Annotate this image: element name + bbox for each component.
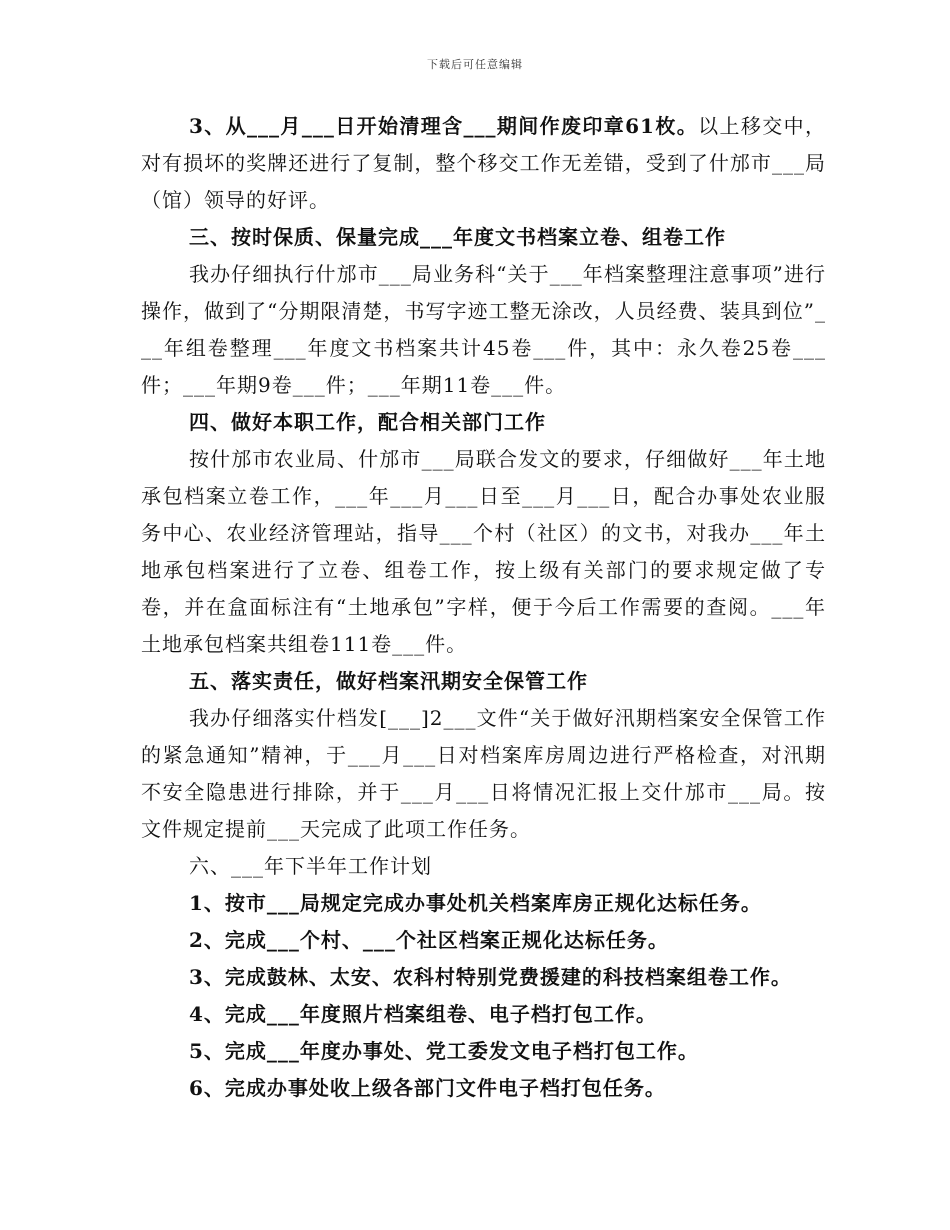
header-note: 下载后可任意编辑 bbox=[427, 58, 523, 71]
paragraph-section-4: 按什邡市农业局、什邡市___局联合发文的要求，仔细做好___年土地承包档案立卷工作，___年___月___日至___月___日，配合办事处农业服务中心、农业经济管理站，指导___个村（社区）的文书，对我办___年土地承包档案进行了立卷、组卷工作，按上级有关部门的要求规定做了专卷，并在盒面标注有“土地承包”字样，便于今后工作需要的查阅。___年土地承包档案共组卷111卷___件。 bbox=[141, 447, 826, 656]
plan-item-6: 6、完成办事处收上级各部门文件电子档打包任务。 bbox=[189, 1076, 666, 1100]
plan-item-1: 1、按市___局规定完成办事处机关档案库房正规化达标任务。 bbox=[189, 891, 762, 915]
paragraph-item-3-handover bbox=[141, 108, 826, 219]
plan-item-2: 2、完成___个村、___个社区档案正规化达标任务。 bbox=[189, 928, 669, 952]
paragraph-lead-bold: 3、从___月___日开始清理含___期间作废印章61枚。 bbox=[189, 114, 699, 138]
section-heading-5: 五、落实责任，做好档案汛期安全保管工作 bbox=[189, 669, 588, 693]
paragraph-rest: 以上移交中，对有损坏的奖牌还进行了复制，整个移交工作无差错，受到了什邡市___局（馆）领导的好评。 bbox=[141, 114, 827, 212]
document-body bbox=[141, 108, 826, 1107]
section-heading-6: 六、___年下半年工作计划 bbox=[189, 854, 432, 878]
paragraph-section-3: 我办仔细执行什邡市___局业务科“关于___年档案整理注意事项”进行操作，做到了“分期限清楚，书写字迹工整无涂改，人员经费、装具到位”___年组卷整理___年度文书档案共计45卷___件，其中：永久卷25卷___件；___年期9卷___件；___年期11卷___件。 bbox=[141, 262, 826, 397]
paragraph-section-5: 我办仔细落实什档发[___]2___文件“关于做好汛期档案安全保管工作的紧急通知”精神，于___月___日对档案库房周边进行严格检查，对汛期不安全隐患进行排除，并于___月___日将情况汇报上交什邡市___局。按文件规定提前___天完成了此项工作任务。 bbox=[141, 706, 826, 841]
plan-item-5: 5、完成___年度办事处、党工委发文电子档打包工作。 bbox=[189, 1039, 699, 1063]
section-heading-3: 三、按时保质、保量完成___年度文书档案立卷、组卷工作 bbox=[189, 225, 726, 249]
plan-item-3: 3、完成鼓林、太安、农科村特别党费援建的科技档案组卷工作。 bbox=[189, 965, 792, 989]
section-heading-4: 四、做好本职工作，配合相关部门工作 bbox=[189, 410, 546, 434]
plan-item-4: 4、完成___年度照片档案组卷、电子档打包工作。 bbox=[189, 1002, 657, 1026]
